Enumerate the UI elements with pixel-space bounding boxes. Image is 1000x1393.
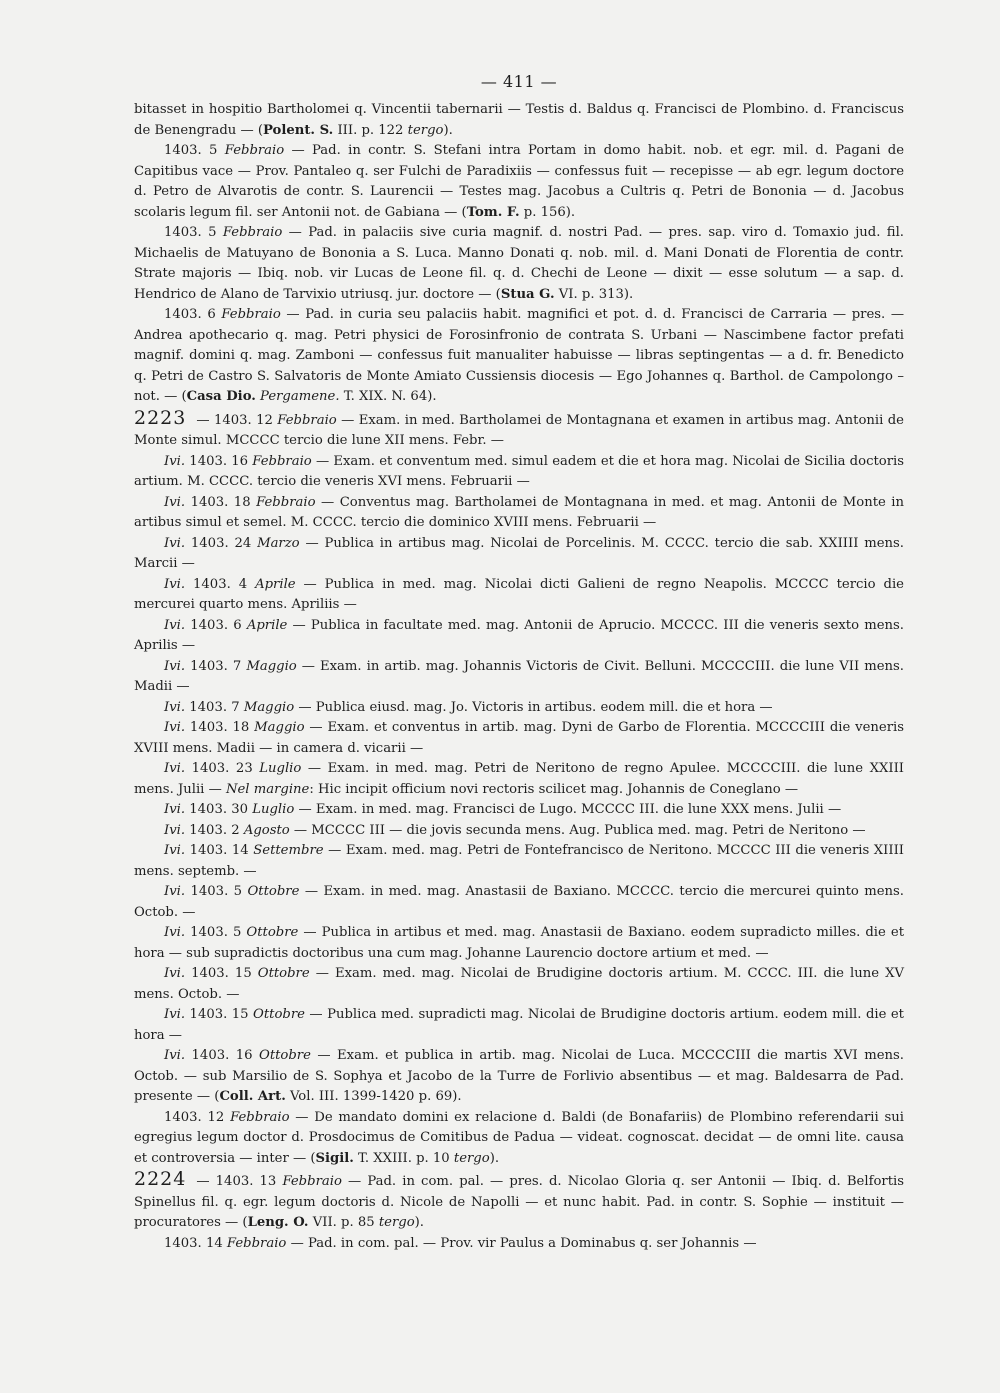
paragraph-text: — 1403. 12 Febbraio — Exam. in med. Bartholamei de Montagnana et examen in artibus mag. Antonii de Monte simul. MCCCC tercio die lune XII mens. Febr. — — [134, 412, 904, 448]
paragraph-text: Ivi. 1403. 18 Maggio — Exam. et conventus in artib. mag. Dyni de Garbo de Florentia. MCCCCIII die veneris XVIII mens. Madii — in camera d. vicarii — — [134, 720, 904, 756]
document-paragraph — [134, 1108, 904, 1170]
paragraph-text: 1403. 14 Febbraio — Pad. in com. pal. — Prov. vir Paulus a Dominabus q. ser Johannis — — [164, 1235, 757, 1251]
document-paragraph — [134, 616, 904, 657]
paragraph-text: bitasset in hospitio Bartholomei q. Vincentii tabernarii — Testis d. Baldus q. Francisci de Plombino. d. Franciscus de Benengradu — (Polent. S. III. p. 122 tergo). — [134, 102, 904, 138]
paragraph-text: Ivi. 1403. 30 Luglio — Exam. in med. mag. Francisci de Lugo. MCCCC III. die lune XXX mens. Julii — — [164, 802, 842, 817]
paragraph-text: Ivi. 1403. 5 Ottobre — Exam. in med. mag. Anastasii de Baxiano. MCCCC. tercio die mercurei quinto mens. Octob. — — [134, 884, 904, 920]
document-paragraph — [134, 575, 904, 616]
paragraph-text: Ivi. 1403. 23 Luglio — Exam. in med. mag. Petri de Neritono de regno Apulee. MCCCCIII. die lune XXIII mens. Julii — Nel margine: Hic incipit officium novi rectoris scilicet mag. Johannis de Coneglano — — [134, 761, 904, 797]
document-body — [134, 100, 904, 1254]
document-paragraph — [134, 698, 904, 719]
paragraph-text: 1403. 5 Febbraio — Pad. in palaciis sive curia magnif. d. nostri Pad. — pres. sap. viro d. Tomaxio jud. fil. Michaelis de Matuyano de Bononia a S. Luca. Manno Donati q. nob. mil. d. Mani Donati de Florentia de contr. Strate majoris — Ibiq. nob. vir Lucas de Leone fil. q. d. Chechi de Leone — dixit — esse solutum — a sap. d. Hendrico de Alano de Tarvixio utriusq. jur. doctore — (Stua G. VI. p. 313). — [134, 225, 904, 302]
page-number: — 411 — — [480, 72, 558, 91]
document-paragraph — [134, 305, 904, 408]
paragraph-text: 1403. 12 Febbraio — De mandato domini ex relacione d. Baldi (de Bonafariis) de Plombino referendarii sui egregius legum doctor d. Prosdocimus de Comitibus de Padua — videat. cognoscat. decidat — de omni lite. causa et controversia — inter — (Sigil. T. XXIII. p. 10 tergo). — [134, 1109, 904, 1166]
paragraph-text: Ivi. 1403. 6 Aprile — Publica in facultate med. mag. Antonii de Aprucio. MCCCC. III die veneris sexto mens. Aprilis — — [134, 617, 904, 653]
document-paragraph — [134, 821, 904, 842]
paragraph-text: Ivi. 1403. 2 Agosto — MCCCC III — die jovis secunda mens. Aug. Publica med. mag. Petri de Neritono — — [164, 822, 866, 838]
document-paragraph — [134, 964, 904, 1005]
document-number: 2223 — [134, 406, 187, 429]
document-paragraph — [134, 452, 904, 493]
document-paragraph — [134, 800, 904, 821]
paragraph-text: Ivi. 1403. 15 Ottobre — Publica med. supradicti mag. Nicolai de Brudigine doctoris artium. eodem mill. die et hora — — [134, 1007, 904, 1043]
document-paragraph — [134, 141, 904, 223]
document-paragraph — [134, 1005, 904, 1046]
paragraph-text: Ivi. 1403. 15 Ottobre — Exam. med. mag. Nicolai de Brudigine doctoris artium. M. CCCC. III. die lune XV mens. Octob. — — [134, 966, 904, 1002]
document-paragraph — [134, 718, 904, 759]
document-paragraph — [134, 759, 904, 800]
paragraph-text: 1403. 5 Febbraio — Pad. in contr. S. Stefani intra Portam in domo habit. nob. et egr. mil. d. Pagani de Capitibus vace — Prov. Pantaleo q. ser Fulchi de Paradixiis — confessus fuit — recepisse — ab egr. legum doctore d. Petro de Alvarotis de contr. S. Laurencii — Testes mag. Jacobus a Cultris q. Petri de Bononia — d. Jacobus scolaris legum fil. ser Antonii not. de Gabiana — (Tom. F. p. 156). — [134, 143, 904, 220]
paragraph-text: Ivi. 1403. 16 Febbraio — Exam. et conventum med. simul eadem et die et hora mag. Nicolai de Sicilia doctoris artium. M. CCCC. tercio die veneris XVI mens. Februarii — — [134, 453, 904, 489]
document-paragraph — [134, 841, 904, 882]
paragraph-text: Ivi. 1403. 18 Febbraio — Conventus mag. Bartholamei de Montagnana in med. et mag. Antonii de Monte in artibus simul et semel. M. CCCC. tercio die dominico XVIII mens. Februarii — — [134, 494, 904, 530]
paragraph-text: Ivi. 1403. 4 Aprile — Publica in med. mag. Nicolai dicti Galieni de regno Neapolis. MCCCC tercio die mercurei quarto mens. Apriliis — — [134, 576, 904, 612]
document-paragraph — [134, 223, 904, 305]
document-paragraph — [134, 408, 904, 452]
document-paragraph — [134, 100, 904, 141]
paragraph-text: Ivi. 1403. 16 Ottobre — Exam. et publica in artib. mag. Nicolai de Luca. MCCCCIII die martis XVI mens. Octob. — sub Marsilio de S. Sophya et Jacobo de la Turre de Forlivio absentibus — et mag. Baldesarra de Pad. presente — (Coll. Art. Vol. III. 1399-1420 p. 69). — [134, 1048, 904, 1104]
document-number: 2224 — [134, 1168, 187, 1190]
document-paragraph — [134, 657, 904, 698]
paragraph-text: Ivi. 1403. 7 Maggio — Publica eiusd. mag. Jo. Victoris in artibus. eodem mill. die et hora — — [164, 699, 773, 715]
document-paragraph — [134, 1169, 904, 1234]
paragraph-text: 1403. 6 Febbraio — Pad. in curia seu palaciis habit. magnifici et pot. d. d. Francisci de Carraria — pres. — Andrea apothecario q. mag. Petri physici de Forosinfronio de contrata S. Urbani — Nascimbene factor prefati magnif. domini q. mag. Zamboni — confessus fuit manualiter habuisse — libras septingentas — a d. fr. Benedicto q. Petri de Castro S. Salvatoris de Monte Amiato Cussiensis diocesis — Ego Johannes q. Barthol. de Campolongo – not. — (Casa Dio. Pergamene. T. XIX. N. 64). — [134, 307, 905, 404]
document-page — [134, 68, 904, 1254]
document-paragraph — [134, 534, 904, 575]
paragraph-text: Ivi. 1403. 7 Maggio — Exam. in artib. mag. Johannis Victoris de Civit. Belluni. MCCCCIII. die lune VII mens. Madii — — [134, 658, 904, 694]
paragraph-text: Ivi. 1403. 14 Settembre — Exam. med. mag. Petri de Fontefrancisco de Neritono. MCCCC III die veneris XIIII mens. septemb. — — [134, 843, 904, 879]
document-paragraph — [134, 493, 904, 534]
paragraph-text: — 1403. 13 Febbraio — Pad. in com. pal. — pres. d. Nicolao Gloria q. ser Antonii — Ibiq. d. Belfortis Spinellus fil. q. egr. legum doctoris d. Nicole de Napolli — et nunc habit. Pad. in contr. S. Sophie — instituit — procuratores — (Leng. O. VII. p. 85 tergo). — [134, 1174, 904, 1230]
document-paragraph — [134, 923, 904, 964]
document-paragraph — [134, 1234, 904, 1255]
paragraph-text: Ivi. 1403. 5 Ottobre — Publica in artibus et med. mag. Anastasii de Baxiano. eodem supradicto milles. die et hora — sub supradictis doctoribus una cum mag. Johanne Laurencio doctore artium et med. — — [134, 925, 904, 961]
document-paragraph — [134, 1046, 904, 1108]
document-paragraph — [134, 882, 904, 923]
paragraph-text: Ivi. 1403. 24 Marzo — Publica in artibus mag. Nicolai de Porcelinis. M. CCCC. tercio die sab. XXIIII mens. Marcii — — [134, 535, 904, 571]
